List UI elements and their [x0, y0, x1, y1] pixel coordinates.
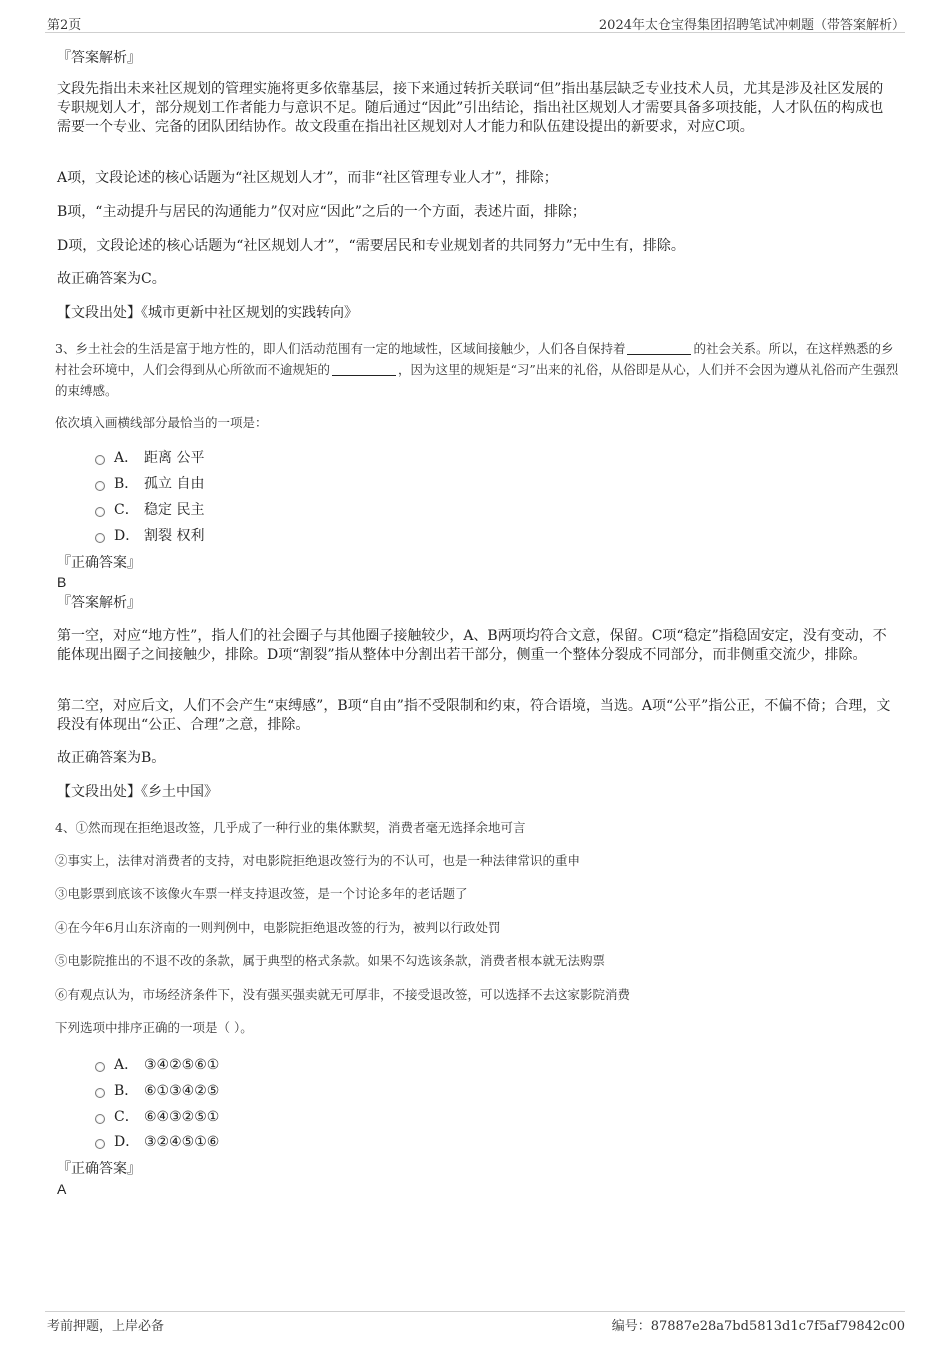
option-letter: B．: [114, 1083, 139, 1099]
q4-answer: A: [57, 1181, 67, 1197]
q3-prompt: 依次填入画横线部分最恰当的一项是：: [55, 415, 268, 430]
page-number: 第2页: [47, 18, 82, 33]
option-text: 孤立 自由: [144, 476, 205, 492]
q3-blank-1: [627, 340, 691, 355]
option-letter: D．: [114, 1134, 140, 1150]
q3-analysis-label: 『答案解析』: [57, 595, 141, 611]
q3-option-a[interactable]: [95, 448, 204, 468]
radio-icon[interactable]: [95, 1114, 105, 1124]
q3-conclusion: 故正确答案为B。: [57, 750, 166, 766]
option-letter: B．: [114, 476, 139, 492]
q3-option-b[interactable]: [95, 474, 204, 494]
q2-analysis-paragraph: 文段先指出未来社区规划的管理实施将更多依靠基层，接下来通过转折关联词“但”指出基层缺乏专业技术人员，尤其是涉及社区发展的专职规划人才，部分规划工作者能力与意识不足。随后通过“因此”引出结论，指出社区规划人才需要具备多项技能，人才队伍的构成也需要一个专业、完备的团队团结协作。故文段重在指出社区规划对人才能力和队伍建设提出的新要求，对应C项。: [57, 81, 884, 135]
option-letter: A．: [114, 450, 139, 466]
q3-source: 【文段出处】《乡土中国》: [57, 784, 218, 800]
radio-icon[interactable]: [95, 1139, 105, 1149]
q2-source: 【文段出处】《城市更新中社区规划的实践转向》: [57, 305, 358, 321]
q3-stem-part-2: 的社会关系。所以，在这样熟悉的乡村社会环境中，人们会得到从心所欲而不逾规矩的: [55, 341, 894, 377]
radio-icon[interactable]: [95, 1088, 105, 1098]
q2-analysis-option-b: B项，“主动提升与居民的沟通能力”仅对应“因此”之后的一个方面，表述片面，排除；: [57, 204, 586, 220]
q3-analysis-paragraph-2: 第二空，对应后文，人们不会产生“束缚感”，B项“自由”指不受限制和约束，符合语境，当选。A项“公平”指公正，不偏不倚；合理，文段没有体现出“公正、合理”之意，排除。: [57, 698, 891, 733]
radio-icon[interactable]: [95, 455, 105, 465]
q3-stem-part-1: 3、乡土社会的生活是富于地方性的，即人们活动范围有一定的地域性，区域间接触少，人们各自保持着: [55, 341, 626, 356]
q4-option-b[interactable]: [95, 1081, 219, 1101]
q4-sentence-5: ⑤电影院推出的不退不改的条款，属于典型的格式条款。如果不勾选该条款，消费者根本就无法购票: [55, 953, 606, 968]
q3-answer-label: 『正确答案』: [57, 555, 141, 571]
q4-prompt: 下列选项中排序正确的一项是（ ）。: [55, 1020, 253, 1035]
radio-icon[interactable]: [95, 533, 105, 543]
q2-analysis-option-d: D项，文段论述的核心话题为“社区规划人才”，“需要居民和专业规划者的共同努力”无中生有，排除。: [57, 238, 685, 254]
q3-stem-part-3: ，因为这里的规矩是“习”出来的礼俗，从俗即是从心，人们并不会因为遵从礼俗而产生强烈的束缚感。: [55, 362, 899, 398]
option-letter: D．: [114, 528, 140, 544]
option-text: ⑥④③②⑤①: [144, 1109, 220, 1125]
q4-option-a[interactable]: [95, 1055, 219, 1075]
q3-blank-2: [332, 361, 396, 376]
q4-option-d[interactable]: [95, 1132, 219, 1152]
q2-conclusion: 故正确答案为C。: [57, 271, 166, 287]
option-letter: A．: [114, 1057, 139, 1073]
document-code: 编号：87887e28a7bd5813d1c7f5af79842c00: [611, 1319, 905, 1334]
q4-sentence-1: 4、①然而现在拒绝退改签，几乎成了一种行业的集体默契，消费者毫无选择余地可言: [55, 820, 526, 835]
q2-analysis-option-a: A项，文段论述的核心话题为“社区规划人才”，而非“社区管理专业人才”，排除；: [57, 170, 558, 186]
option-text: ③②④⑤①⑥: [144, 1134, 220, 1150]
option-text: 割裂 权利: [144, 528, 205, 544]
option-letter: C．: [114, 1109, 139, 1125]
q4-option-c[interactable]: [95, 1107, 219, 1127]
q4-sentence-3: ③电影票到底该不该像火车票一样支持退改签，是一个讨论多年的老话题了: [55, 886, 468, 901]
q4-sentence-6: ⑥有观点认为，市场经济条件下，没有强买强卖就无可厚非，不接受退改签，可以选择不去这家影院消费: [55, 987, 631, 1002]
radio-icon[interactable]: [95, 481, 105, 491]
footer-slogan: 考前押题，上岸必备: [47, 1319, 165, 1334]
option-text: ③④②⑤⑥①: [144, 1057, 220, 1073]
document-title: 2024年太仓宝得集团招聘笔试冲刺题（带答案解析）: [598, 18, 905, 33]
q3-option-d[interactable]: [95, 526, 204, 546]
q4-answer-label: 『正确答案』: [57, 1161, 141, 1177]
q4-sentence-4: ④在今年6月山东济南的一则判例中，电影院拒绝退改签的行为，被判以行政处罚: [55, 920, 501, 935]
option-text: 距离 公平: [144, 450, 205, 466]
q3-option-c[interactable]: [95, 500, 204, 520]
radio-icon[interactable]: [95, 1062, 105, 1072]
option-text: 稳定 民主: [144, 502, 205, 518]
q3-stem: [55, 338, 900, 401]
option-letter: C．: [114, 502, 139, 518]
radio-icon[interactable]: [95, 507, 105, 517]
q3-analysis-paragraph-1: 第一空，对应“地方性”，指人们的社会圈子与其他圈子接触较少，A、B两项均符合文意，保留。C项“稳定”指稳固安定，没有变动，不能体现出圈子之间接触少，排除。D项“割裂”指从整体中分割出若干部分，侧重一个整体分裂成不同部分，而非侧重交流少，排除。: [57, 628, 887, 663]
page-footer: [45, 1311, 905, 1334]
q3-answer: B: [57, 574, 67, 590]
q2-analysis-label: 『答案解析』: [57, 50, 141, 66]
q4-sentence-2: ②事实上，法律对消费者的支持，对电影院拒绝退改签行为的不认可，也是一种法律常识的重申: [55, 853, 581, 868]
option-text: ⑥①③④②⑤: [144, 1083, 220, 1099]
page-header: [45, 12, 905, 33]
